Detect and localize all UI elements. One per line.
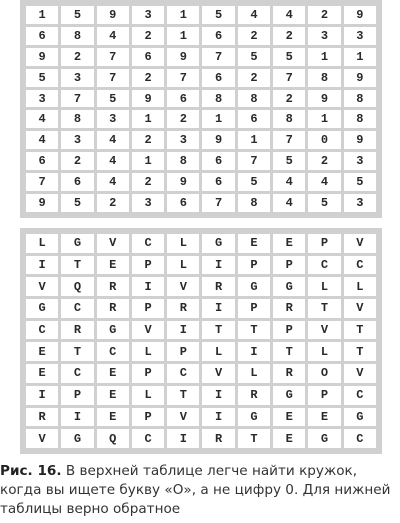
letter-row xyxy=(26,386,376,405)
table-cell: C xyxy=(26,321,58,340)
table-cell: 2 xyxy=(273,27,305,45)
table-cell: P xyxy=(132,299,164,318)
table-cell: L xyxy=(202,342,234,361)
digit-row xyxy=(26,152,376,170)
table-cell: T xyxy=(344,321,376,340)
table-cell: 4 xyxy=(97,173,129,191)
table-cell: 7 xyxy=(167,69,199,87)
table-cell: 7 xyxy=(273,131,305,149)
letter-row xyxy=(26,408,376,427)
table-cell: 1 xyxy=(132,152,164,170)
table-cell: 3 xyxy=(344,27,376,45)
table-cell: V xyxy=(344,364,376,383)
table-cell: 9 xyxy=(26,194,58,212)
table-cell: 2 xyxy=(238,27,270,45)
table-cell: L xyxy=(344,277,376,296)
digit-row xyxy=(26,90,376,108)
table-cell: E xyxy=(97,256,129,275)
table-cell: 6 xyxy=(61,173,93,191)
table-cell: 3 xyxy=(26,90,58,108)
table-cell: I xyxy=(202,256,234,275)
table-cell: R xyxy=(273,299,305,318)
table-cell: R xyxy=(202,277,234,296)
table-cell: 2 xyxy=(97,194,129,212)
digit-table xyxy=(23,3,379,215)
table-cell: R xyxy=(273,364,305,383)
table-cell: T xyxy=(273,342,305,361)
digit-row xyxy=(26,48,376,66)
table-cell: 7 xyxy=(61,90,93,108)
table-cell: T xyxy=(344,342,376,361)
table-cell: 9 xyxy=(308,90,340,108)
table-cell: V xyxy=(132,321,164,340)
table-cell: 8 xyxy=(238,90,270,108)
table-cell: 8 xyxy=(344,110,376,128)
table-cell: I xyxy=(26,256,58,275)
table-cell: C xyxy=(61,364,93,383)
table-cell: P xyxy=(273,321,305,340)
table-cell: G xyxy=(344,408,376,427)
table-cell: 4 xyxy=(273,173,305,191)
table-cell: T xyxy=(238,429,270,448)
table-cell: 1 xyxy=(167,27,199,45)
table-cell: E xyxy=(26,342,58,361)
table-cell: 4 xyxy=(238,6,270,24)
table-cell: 5 xyxy=(97,90,129,108)
table-cell: P xyxy=(61,386,93,405)
table-cell: 6 xyxy=(238,110,270,128)
table-cell: Q xyxy=(97,429,129,448)
table-cell: 2 xyxy=(61,48,93,66)
table-cell: 5 xyxy=(273,152,305,170)
table-cell: 3 xyxy=(97,110,129,128)
table-cell: Q xyxy=(61,277,93,296)
table-cell: L xyxy=(308,277,340,296)
table-cell: V xyxy=(167,277,199,296)
table-cell: G xyxy=(26,299,58,318)
table-cell: 7 xyxy=(97,69,129,87)
figure-caption xyxy=(0,462,400,519)
table-cell: I xyxy=(238,342,270,361)
table-cell: I xyxy=(26,386,58,405)
table-cell: 6 xyxy=(202,152,234,170)
table-cell: 7 xyxy=(202,194,234,212)
table-cell: 7 xyxy=(273,69,305,87)
table-cell: L xyxy=(132,386,164,405)
table-cell: C xyxy=(167,364,199,383)
table-cell: G xyxy=(238,277,270,296)
table-cell: 8 xyxy=(238,194,270,212)
table-cell: I xyxy=(202,386,234,405)
table-cell: E xyxy=(97,408,129,427)
table-cell: L xyxy=(308,342,340,361)
figure-label: Рис. 16. xyxy=(0,463,62,479)
table-cell: 6 xyxy=(202,27,234,45)
table-cell: 5 xyxy=(344,173,376,191)
table-cell: L xyxy=(238,364,270,383)
table-cell: G xyxy=(61,429,93,448)
table-cell: L xyxy=(167,234,199,253)
table-cell: 2 xyxy=(132,173,164,191)
table-cell: 2 xyxy=(61,152,93,170)
table-cell: E xyxy=(273,234,305,253)
table-cell: 9 xyxy=(167,48,199,66)
table-cell: 5 xyxy=(308,194,340,212)
table-cell: C xyxy=(132,234,164,253)
table-cell: 9 xyxy=(344,6,376,24)
table-cell: V xyxy=(26,429,58,448)
table-cell: 1 xyxy=(202,110,234,128)
table-cell: P xyxy=(238,299,270,318)
table-cell: 8 xyxy=(273,110,305,128)
table-cell: 1 xyxy=(167,6,199,24)
table-cell: 1 xyxy=(132,110,164,128)
table-cell: P xyxy=(132,364,164,383)
table-cell: 5 xyxy=(238,48,270,66)
table-cell: 7 xyxy=(97,48,129,66)
table-cell: 4 xyxy=(97,27,129,45)
table-cell: 5 xyxy=(202,6,234,24)
table-cell: 1 xyxy=(344,48,376,66)
table-cell: R xyxy=(167,299,199,318)
table-cell: 1 xyxy=(238,131,270,149)
table-cell: P xyxy=(132,408,164,427)
table-cell: 5 xyxy=(273,48,305,66)
table-cell: 3 xyxy=(132,6,164,24)
table-cell: E xyxy=(308,408,340,427)
table-cell: 2 xyxy=(273,90,305,108)
table-cell: 8 xyxy=(344,90,376,108)
table-cell: 2 xyxy=(132,27,164,45)
table-cell: 4 xyxy=(97,131,129,149)
table-cell: G xyxy=(97,321,129,340)
letter-row xyxy=(26,299,376,318)
table-cell: P xyxy=(308,386,340,405)
table-cell: 8 xyxy=(167,152,199,170)
table-cell: R xyxy=(97,299,129,318)
table-cell: E xyxy=(273,408,305,427)
table-cell: 4 xyxy=(26,131,58,149)
digit-grid xyxy=(20,0,382,218)
table-cell: R xyxy=(202,429,234,448)
letter-row xyxy=(26,321,376,340)
table-cell: 1 xyxy=(26,6,58,24)
letter-grid xyxy=(20,228,382,454)
table-cell: G xyxy=(273,386,305,405)
table-cell: 3 xyxy=(344,194,376,212)
table-cell: 8 xyxy=(202,90,234,108)
table-cell: C xyxy=(61,299,93,318)
table-cell: V xyxy=(344,299,376,318)
table-cell: 3 xyxy=(308,27,340,45)
table-cell: 3 xyxy=(344,152,376,170)
table-cell: P xyxy=(167,342,199,361)
table-cell: C xyxy=(344,386,376,405)
letter-table xyxy=(23,231,379,451)
letter-row xyxy=(26,256,376,275)
table-cell: P xyxy=(308,234,340,253)
digit-row xyxy=(26,27,376,45)
table-cell: 6 xyxy=(202,173,234,191)
table-cell: 2 xyxy=(308,6,340,24)
letter-row xyxy=(26,364,376,383)
table-cell: 2 xyxy=(132,131,164,149)
table-cell: 6 xyxy=(167,90,199,108)
table-cell: I xyxy=(202,408,234,427)
table-cell: 2 xyxy=(167,110,199,128)
table-cell: L xyxy=(26,234,58,253)
table-cell: T xyxy=(238,321,270,340)
table-cell: V xyxy=(26,277,58,296)
table-cell: E xyxy=(273,429,305,448)
table-cell: E xyxy=(26,364,58,383)
table-cell: R xyxy=(238,386,270,405)
table-cell: 3 xyxy=(132,194,164,212)
table-cell: L xyxy=(167,256,199,275)
table-cell: 2 xyxy=(238,69,270,87)
table-cell: 6 xyxy=(26,152,58,170)
letter-row xyxy=(26,277,376,296)
table-cell: 9 xyxy=(97,6,129,24)
table-cell: 9 xyxy=(167,173,199,191)
table-cell: I xyxy=(167,429,199,448)
table-cell: 9 xyxy=(202,131,234,149)
table-cell: 4 xyxy=(273,6,305,24)
table-cell: 2 xyxy=(132,69,164,87)
table-cell: P xyxy=(238,256,270,275)
digit-row xyxy=(26,173,376,191)
table-cell: 6 xyxy=(26,27,58,45)
table-cell: 4 xyxy=(97,152,129,170)
table-cell: 1 xyxy=(308,110,340,128)
table-cell: R xyxy=(26,408,58,427)
table-cell: 4 xyxy=(26,110,58,128)
table-cell: 8 xyxy=(308,69,340,87)
table-cell: 8 xyxy=(61,27,93,45)
table-cell: I xyxy=(202,299,234,318)
table-cell: V xyxy=(97,234,129,253)
table-cell: 5 xyxy=(26,69,58,87)
table-cell: C xyxy=(344,429,376,448)
table-cell: I xyxy=(167,321,199,340)
table-cell: R xyxy=(61,321,93,340)
table-cell: E xyxy=(97,364,129,383)
digit-row xyxy=(26,131,376,149)
table-cell: 6 xyxy=(167,194,199,212)
table-cell: G xyxy=(238,408,270,427)
table-cell: P xyxy=(273,256,305,275)
table-cell: T xyxy=(167,386,199,405)
table-cell: I xyxy=(132,277,164,296)
table-cell: 3 xyxy=(61,131,93,149)
table-cell: P xyxy=(132,256,164,275)
table-cell: 5 xyxy=(238,173,270,191)
table-cell: I xyxy=(61,408,93,427)
table-cell: C xyxy=(344,256,376,275)
table-cell: T xyxy=(61,256,93,275)
table-cell: T xyxy=(202,321,234,340)
table-cell: 4 xyxy=(308,173,340,191)
table-cell: 6 xyxy=(132,48,164,66)
table-cell: 9 xyxy=(132,90,164,108)
table-cell: G xyxy=(273,277,305,296)
table-cell: 9 xyxy=(26,48,58,66)
table-cell: G xyxy=(308,429,340,448)
table-cell: E xyxy=(238,234,270,253)
table-cell: 7 xyxy=(26,173,58,191)
table-cell: 6 xyxy=(202,69,234,87)
table-cell: O xyxy=(308,364,340,383)
table-cell: C xyxy=(132,429,164,448)
table-cell: V xyxy=(202,364,234,383)
digit-row xyxy=(26,6,376,24)
table-cell: T xyxy=(308,299,340,318)
table-cell: V xyxy=(344,234,376,253)
table-cell: 3 xyxy=(167,131,199,149)
table-cell: 7 xyxy=(202,48,234,66)
table-cell: C xyxy=(97,342,129,361)
table-cell: 0 xyxy=(308,131,340,149)
table-cell: 8 xyxy=(61,110,93,128)
letter-row xyxy=(26,342,376,361)
letter-row xyxy=(26,234,376,253)
table-cell: 7 xyxy=(238,152,270,170)
table-cell: 2 xyxy=(308,152,340,170)
table-cell: 5 xyxy=(61,194,93,212)
digit-row xyxy=(26,194,376,212)
table-cell: 9 xyxy=(344,131,376,149)
caption-text: В верхней таблице легче найти кружок, когда вы ищете букву «O», а не цифру 0. Для нижней таблицы верно обратное xyxy=(0,463,391,517)
table-cell: L xyxy=(132,342,164,361)
table-cell: C xyxy=(308,256,340,275)
table-cell: 4 xyxy=(273,194,305,212)
table-cell: E xyxy=(97,386,129,405)
table-cell: 5 xyxy=(61,6,93,24)
table-cell: 9 xyxy=(344,69,376,87)
table-cell: V xyxy=(308,321,340,340)
table-cell: V xyxy=(167,408,199,427)
letter-row xyxy=(26,429,376,448)
digit-row xyxy=(26,110,376,128)
table-cell: T xyxy=(61,342,93,361)
table-cell: G xyxy=(202,234,234,253)
table-cell: R xyxy=(97,277,129,296)
table-cell: 3 xyxy=(61,69,93,87)
digit-row xyxy=(26,69,376,87)
table-cell: 1 xyxy=(308,48,340,66)
table-cell: G xyxy=(61,234,93,253)
